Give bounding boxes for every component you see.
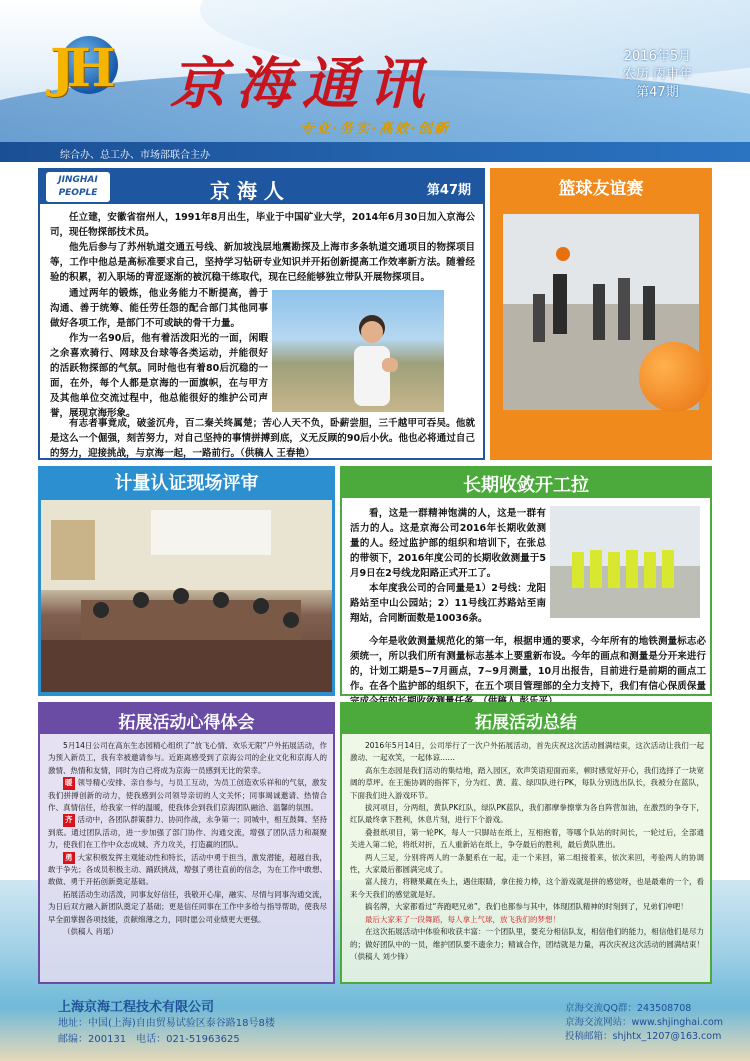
company-address: 地址：中国(上海)自由贸易试验区泰谷路18号8楼 [58, 1018, 275, 1029]
person-illustration [342, 308, 402, 408]
tag-brave: 勇 [63, 852, 75, 864]
summary-text: 2016年5月14日，公司举行了一次户外拓展活动，首先庆祝这次活动圆满结束，这次活动让我们一起激动、一起欢笑，一起体谅…… 高东生态园是我们活动的集结地，踏入园区，欢声笑语迎面而来，顿时感觉好开心，我们选择了一块宽阔的草坪。在王施协调的指挥下，分为红、黄、蓝、绿四队进行PK，每队分别选出队长，我被分在蓝队，下面我们进入游戏环节。 拔河项目，分两组，黄队PK红队，绿队PK蓝队，我们都摩拳擦掌为各自阵营加油，在激烈的争夺下，红队最终拿下胜利，休息片刻，进行下个游戏。 叠报纸项目，第一轮PK，每人一只脚站在纸上，互相抱着，等哪个队站的时间长，一轮过后，全部通关进入第二轮，将纸对折，五人重新站在纸上，争夺最后的胜利，最后黄队胜出。 两人三足，分别将两人的一条腿系在一起，走一个来回，第二组接着来，依次来回，考验两人的协调性，大家最后都圆满完成了。 富人接力，将糖果藏在头上，遇住眼睛，拿住接力棒，这个游戏就是拼的感觉呀，也是最难的一个，看来今天我们的感觉就是好。 搞名牌，大家都看过“奔跑吧兄弟”，我们也都参与其中，体现团队精神的时刻到了，兄弟们冲吧！ 最后大家来了一段舞蹈，每人拿上气球，放飞我们的梦想！ 在这次拓展活动中体验和收获丰富：一个团队里，要充分相信队友，相信他们的能力，相信他们是尽力的；做好团队中的一员，维护团队要不遗余力；精诚合作，团结就是力量，再次庆祝这次活动的圆满结束！（供稿人 刘少锋） [350, 741, 704, 961]
meeting-photo [41, 500, 332, 692]
newsletter-title: 京海通讯 [170, 51, 434, 117]
section-jinghai-people [38, 168, 485, 460]
logo-letters: JH [50, 38, 108, 99]
profile-text-top: 任立建，安徽省宿州人，1991年8月出生，毕业于中国矿业大学，2014年6月30日加入京海公司，现任物探部技术员。 他先后参与了苏州轨道交通五号线、新加坡浅层地震勘探及上海市多条轨道交通项目的物探项目等，工作中他总是高标准要求自己，坚持学习钻研专业知识并开拓创新提高工作效率新方法。随着经验的积累，初入职场的青涩逐渐的被沉稳干练取代，现在已经能够独立带队开展物探项目。 [50, 212, 475, 283]
masthead [0, 0, 750, 162]
section-title: 计量认证现场评审 [114, 473, 259, 494]
profile-text-middle: 通过两年的锻炼，他业务能力不断提高，善于沟通、善于统筹、能任劳任怨的配合部门其他同事做好各项工作，是部门不可或缺的骨干力量。 作为一名90后，他有着活泼阳光的一面，闲暇之余喜欢骑行、网球及台球等各类运动，并能很好的活跃物探部的气氛。同时他也有着80后沉稳的一面，在外，每个人都是京海的一面旗帜，在与甲方及其他单位交流过程中，他总能很好的维护公司声誉，展现京海形象。 [50, 288, 268, 419]
tag-warm: 暖 [63, 777, 75, 789]
submission-email[interactable]: 投稿邮箱：shjhtx_1207@163.com [565, 1031, 722, 1042]
host-organizations: 综合办、总工办、市场部联合主办 [60, 150, 210, 161]
section-outreach-summary [340, 702, 712, 984]
website-link[interactable]: 京海交流网站：www.shjinghai.com [565, 1017, 724, 1028]
company-name: 上海京海工程技术有限公司 [58, 1000, 215, 1015]
issue-info [623, 48, 692, 102]
reflection-item: 暖 领导精心安排、亲自参与，与员工互动，为员工创造欢乐祥和的气氛，激发我们拼搏创新的动力，使我感到公司领导亲切的人文关怀；同事竭诚邀请、热情合作、真情信任，给我家一样的温暖，使我体会到我们京海团队融洽、温馨的氛围。 [48, 778, 327, 813]
contact-info [565, 1002, 723, 1044]
footer [0, 990, 750, 1061]
jinghai-people-badge: JINGHAI PEOPLE [46, 172, 110, 202]
profile-text-bottom: 有志者事竟成，破釜沉舟，百二秦关终属楚；苦心人天不负，卧薪尝胆，三千越甲可吞吴。他就是这么一个倔强，刻苦努力，对自己坚持的事情拼搏到底，义无反顾的90后小伙。他也必将通过自己的努力，迎接挑战，与京海一起，一路前行。（供稿人 王春艳） [50, 418, 475, 459]
section-header [40, 170, 483, 204]
tag-together: 齐 [63, 814, 75, 826]
meeting-scene [41, 500, 332, 692]
team-scene [550, 506, 700, 618]
basketball-photo [503, 214, 699, 410]
section-outreach-reflection [38, 702, 335, 984]
slogan: 专业·务实·高效·创新 [300, 121, 450, 137]
qq-group: 京海交流QQ群：243508708 [565, 1003, 692, 1014]
company-logo [50, 30, 120, 104]
company-postcode-phone: 邮编：200131 电话：021-51963625 [58, 1034, 240, 1045]
convergence-text-top: 看，这是一群精神饱满的人，这是一群有活力的人。这是京海公司2016年长期收敛测量的人。经过监护部的组织和培训下，在张总的带领下，2016年度公司的长期收敛测量于5月9日在2号线龙阳路正式开工了。 本年度我公司的合同量是1）2号线：龙阳路站至中山公园站；2）11号线江苏路站至南翔站，合同断面数是10036条。 [350, 508, 546, 624]
reflection-item: 齐 活动中，各团队群策群力、协同作战，永争第一；同城中，相互鼓舞、坚持到底。通过团队活动，进一步加强了部门协作、沟通交流，增强了团队活力和凝聚力，使我们在工作中众志成城、齐力攻关，打造赢的团队。 [48, 815, 327, 850]
section-title: 京 海 人 [210, 179, 284, 203]
company-contact [58, 1016, 275, 1048]
issue-lunar: 农历 丙申年 [622, 67, 692, 82]
team-photo [550, 506, 700, 618]
section-convergence [340, 466, 712, 696]
convergence-text-bottom: 今年是收敛测量规范化的第一年，根据申通的要求，今年所有的地铁测量标志必须统一，所以我们所有测量标志基本上要重新布设。今年的画点和测量是分开来进行的，计划工期是5~7月画点，7~9月测量，10月出报告，目前进行是前期的画点工作。在各个监护部的组织下，在五个项目管理部的全力支持下，我们有信心保质保量 [350, 636, 706, 692]
reflection-item: 勇 大家积极发挥主观能动性和特长，活动中勇于担当，激发潜能，超越自我，敢于争先；各成员积极主动、踊跃挑战，增强了勇往直前的信念，为在工作中敢想、敢做、勇于开拓创新奠定基础。 [48, 852, 327, 887]
section-title: 拓展活动心得体会 [40, 704, 333, 734]
section-title: 长期收敛开工拉 [342, 468, 710, 498]
section-basketball [490, 168, 712, 460]
section-metrology [38, 466, 335, 696]
profile-photo [272, 290, 444, 412]
section-title: 篮球友谊赛 [558, 179, 644, 199]
basketball-icon [639, 342, 709, 412]
section-title: 拓展活动总结 [342, 704, 710, 734]
section-issue: 第47期 [426, 183, 471, 198]
reflection-text: 5月14日公司在高东生态园精心组织了“放飞心情、欢乐无限”户外拓展活动，作为预入新员工，我有幸被邀请参与。近距离感受到了京海公司的企业文化和京海人的激情、热情和友情，同时为自己将成为京海一员感到无比的荣幸。 暖 领导精心安排、亲自参与，与员工互动，为员工创造欢乐祥和的气氛，激发我们拼搏创新的动力，使我感到公司领导亲切的人文关怀；同事竭诚邀请、热情合作、真情信任，给我家一样的温暖，使我体会到我们京海团队融洽、温馨的氛围。 齐 活动中，各团队群策群力、协同作战，永争第一；同城中，相互鼓舞、坚持到底。通过团队活动，进一步加强了部门协作、沟通交流，增强了团队活力和凝聚力，使我们在工作中众志成城、齐力攻关，打造赢的团队。 勇 大家积极发挥主观能动性和特长，活动中勇于担当，激发潜能，超越自我，敢于争先；各成员积极主动、踊跃挑战，增强了勇往直前的信念，为在工作中敢想、敢做、勇于开拓创新奠定基础。 拓展活动生动活泼，同事友好信任，我敬开心扉，融实、尽情与同事沟通交流，为日后双方融入新团队奠定了基础；更是信任同事在工作中多给与指导帮助，使我尽早全面掌握各项技能，贡献绵薄之力，同时愿公司业绩更大更强。 （供稿人 肖瑶） [48, 740, 327, 939]
reflection-author: （供稿人 肖瑶） [63, 927, 118, 937]
issue-date: 2016年5月 [623, 49, 692, 64]
issue-number: 第47期 [636, 85, 679, 100]
